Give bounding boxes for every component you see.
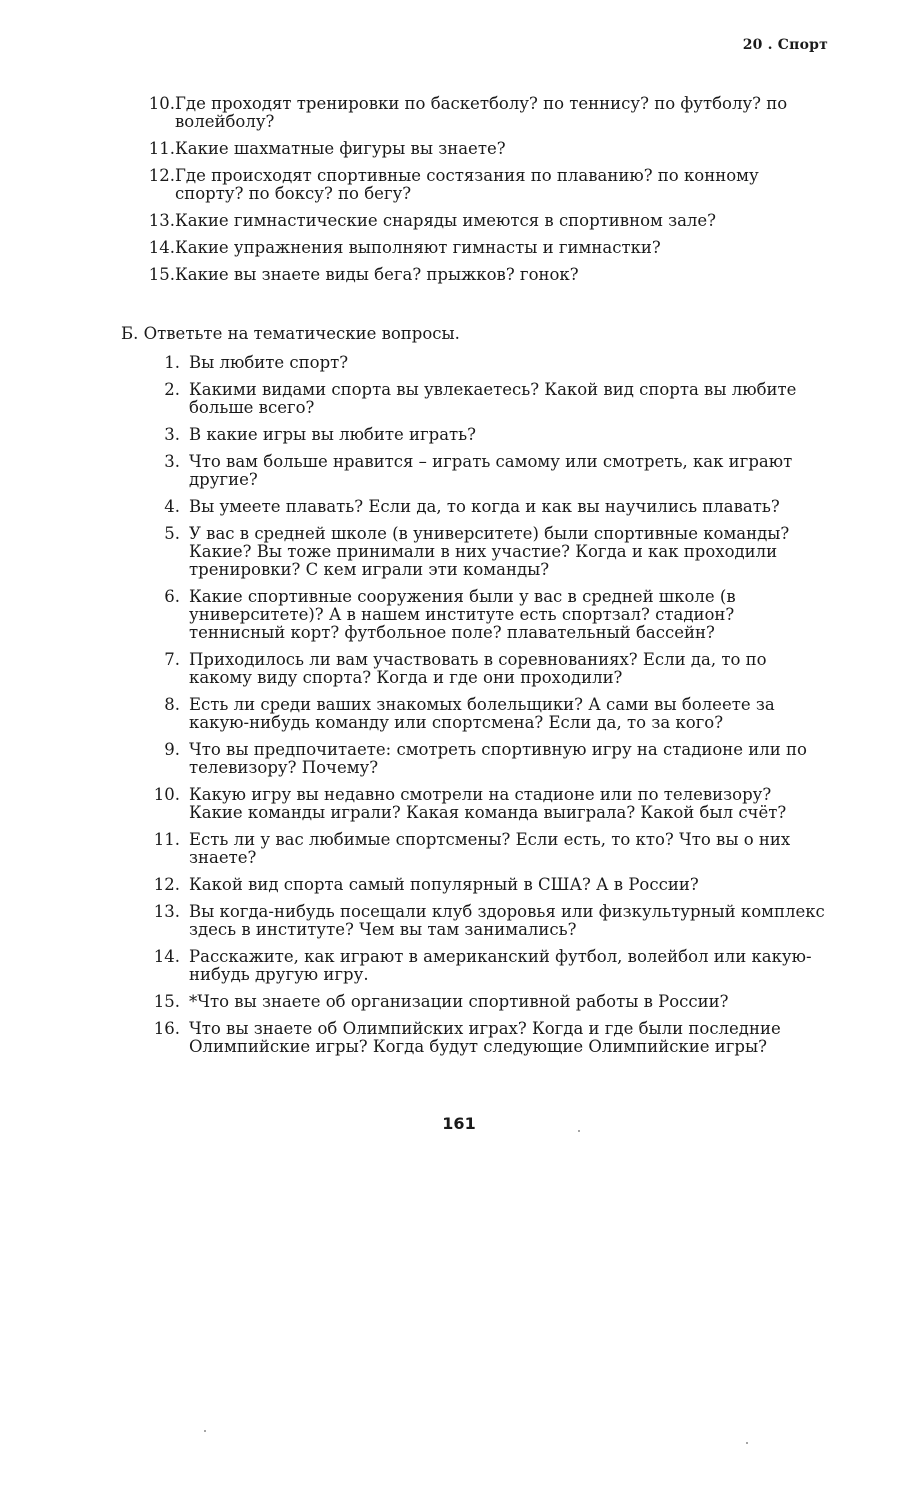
question-number: 10. [153,785,180,804]
question-item [150,354,830,372]
question-number: 15. [153,992,180,1011]
question-number: 1. [164,353,180,372]
question-item [150,831,830,867]
question-text: Какой вид спорта самый популярный в США? А в России? [189,875,699,894]
scan-speck [578,1130,580,1132]
question-number: 3. [164,425,180,444]
question-text: Какую игру вы недавно смотрели на стадионе или по телевизору? Какие команды играли? Какая команда выиграла? Какой был счёт? [189,785,787,822]
question-text: Где проходят тренировки по баскетболу? по теннису? по футболу? по волейболу? [175,94,788,131]
question-item [150,696,830,732]
question-number: 4. [164,497,180,516]
question-number: 11. [148,139,175,158]
question-text: Какие гимнастические снаряды имеются в спортивном зале? [175,211,717,230]
question-number: 14. [148,238,175,257]
question-item [150,426,830,444]
question-text: Какие упражнения выполняют гимнасты и гимнастки? [175,238,661,257]
question-item [150,1020,830,1056]
question-item [148,140,828,158]
question-text: Что вы знаете об Олимпийских играх? Когда и где были последние Олимпийские игры? Когда будут следующие Олимпийские игры? [189,1019,781,1056]
scan-speck [204,1430,206,1432]
question-text: В какие игры вы любите играть? [189,425,477,444]
question-item [150,525,830,579]
question-text: Есть ли у вас любимые спортсмены? Если есть, то кто? Что вы о них знаете? [189,830,791,867]
question-text: Какие вы знаете виды бега? прыжков? гонок? [175,265,579,284]
question-number: 6. [164,587,180,606]
question-item [148,212,828,230]
question-number: 2. [164,380,180,399]
question-text: Приходилось ли вам участвовать в соревнованиях? Если да, то по какому виду спорта? Когда и где они проходили? [189,650,767,687]
question-text: Вы когда-нибудь посещали клуб здоровья или физкультурный комплекс здесь в институте? Чем вы там занимались? [189,902,825,939]
running-head: 20 . Спорт [742,37,828,53]
question-number: 11. [153,830,180,849]
question-text: Вы умеете плавать? Если да, то когда и как вы научились плавать? [189,497,780,516]
question-number: 15. [148,265,175,284]
question-number: 5. [164,524,180,543]
question-number: 12. [153,875,180,894]
question-number: 9. [164,740,180,759]
question-number: 16. [153,1019,180,1038]
question-item [150,588,830,642]
question-number: 3. [164,452,180,471]
top-question-list [148,95,828,293]
question-number: 10. [148,94,175,113]
question-item [148,239,828,257]
thematic-question-list [150,354,830,1065]
question-number: 7. [164,650,180,669]
question-text: Какие шахматные фигуры вы знаете? [175,139,506,158]
question-text: Вы любите спорт? [189,353,349,372]
question-text: У вас в средней школе (в университете) были спортивные команды? Какие? Вы тоже принимали в них участие? Когда и как проходили тренировки? С кем играли эти команды? [189,524,790,579]
question-item [150,453,830,489]
question-number: 13. [148,211,175,230]
question-item [150,651,830,687]
question-item [150,498,830,516]
question-text: Расскажите, как играют в американский футбол, волейбол или какую-нибудь другую игру. [189,947,812,984]
question-item [150,993,830,1011]
question-item [148,266,828,284]
question-item [148,167,828,203]
question-number: 12. [148,166,175,185]
question-item [150,381,830,417]
question-text: Какие спортивные сооружения были у вас в средней школе (в университете)? А в нашем институте есть спортзал? стадион? теннисный корт? футбольное поле? плавательный бассейн? [189,587,736,642]
question-item [150,741,830,777]
question-number: 8. [164,695,180,714]
question-item [150,786,830,822]
question-text: Где происходят спортивные состязания по плаванию? по конному спорту? по боксу? по бегу? [175,166,759,203]
section-heading: Б. Ответьте на тематические вопросы. [121,324,460,343]
question-text: Есть ли среди ваших знакомых болельщики? А сами вы болеете за какую-нибудь команду или спортсмена? Если да, то за кого? [189,695,775,732]
question-text: Что вы предпочитаете: смотреть спортивную игру на стадионе или по телевизору? Почему? [189,740,807,777]
question-item [148,95,828,131]
question-text: Что вам больше нравится – играть самому или смотреть, как играют другие? [189,452,793,489]
question-item [150,876,830,894]
question-text: Какими видами спорта вы увлекаетесь? Какой вид спорта вы любите больше всего? [189,380,797,417]
question-item [150,948,830,984]
page-number: 161 [442,1114,476,1133]
question-item [150,903,830,939]
question-number: 13. [153,902,180,921]
question-number: 14. [153,947,180,966]
question-text: *Что вы знаете об организации спортивной работы в России? [189,992,729,1011]
scan-speck [746,1442,748,1444]
